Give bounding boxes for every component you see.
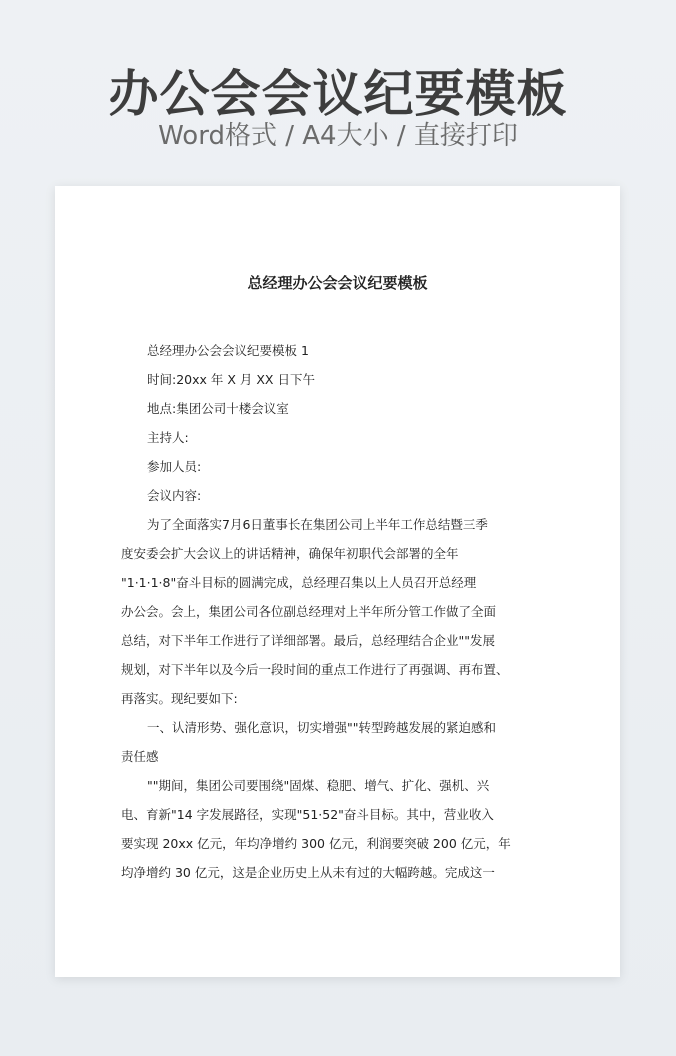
paragraph1-line: 再落实。现纪要如下:	[121, 691, 238, 706]
header-line-time: 时间:20xx 年 X 月 XX 日下午	[147, 372, 315, 387]
header-line-host: 主持人:	[147, 430, 189, 445]
paragraph1-line: 规划，对下半年以及今后一段时间的重点工作进行了再强调、再布置、	[121, 662, 509, 677]
paragraph1-line: "1·1·1·8"奋斗目标的圆满完成，总经理召集以上人员召开总经理	[121, 575, 477, 590]
header-line-content: 会议内容:	[147, 488, 202, 503]
document-page	[55, 186, 620, 977]
document-title: 总经理办公会会议纪要模板	[247, 274, 428, 292]
document-body	[121, 336, 530, 887]
header-line-location: 地点:集团公司十楼会议室	[147, 401, 289, 416]
paragraph2-line: 要实现 20xx 亿元，年均净增约 300 亿元，利润要突破 200 亿元，年	[121, 836, 511, 851]
paragraph2-line: 均净增约 30 亿元，这是企业历史上从未有过的大幅跨越。完成这一	[121, 865, 495, 880]
section-heading-line: 一、认清形势、强化意识，切实增强""转型跨越发展的紧迫感和	[147, 720, 497, 735]
paragraph2-line: ""期间，集团公司要围绕"固煤、稳肥、增气、扩化、强机、兴	[147, 778, 490, 793]
banner-title: 办公会会议纪要模板	[108, 65, 568, 123]
banner-subtitle: Word格式 / A4大小 / 直接打印	[158, 121, 518, 151]
section-heading-line: 责任感	[121, 749, 159, 764]
paragraph1-line: 总结，对下半年工作进行了详细部署。最后，总经理结合企业""发展	[121, 633, 496, 648]
paragraph1-line: 度安委会扩大会议上的讲话精神，确保年初职代会部署的全年	[121, 546, 459, 561]
paragraph2-line: 电、育新"14 字发展路径，实现"51·52"奋斗目标。其中，营业收入	[121, 807, 494, 822]
header-line-template-no: 总经理办公会会议纪要模板 1	[147, 343, 309, 358]
paragraph1-line: 办公会。会上，集团公司各位副总经理对上半年所分管工作做了全面	[121, 604, 497, 619]
paragraph1-line: 为了全面落实7月6日董事长在集团公司上半年工作总结暨三季	[147, 517, 488, 532]
header-line-attendees: 参加人员:	[147, 459, 202, 474]
